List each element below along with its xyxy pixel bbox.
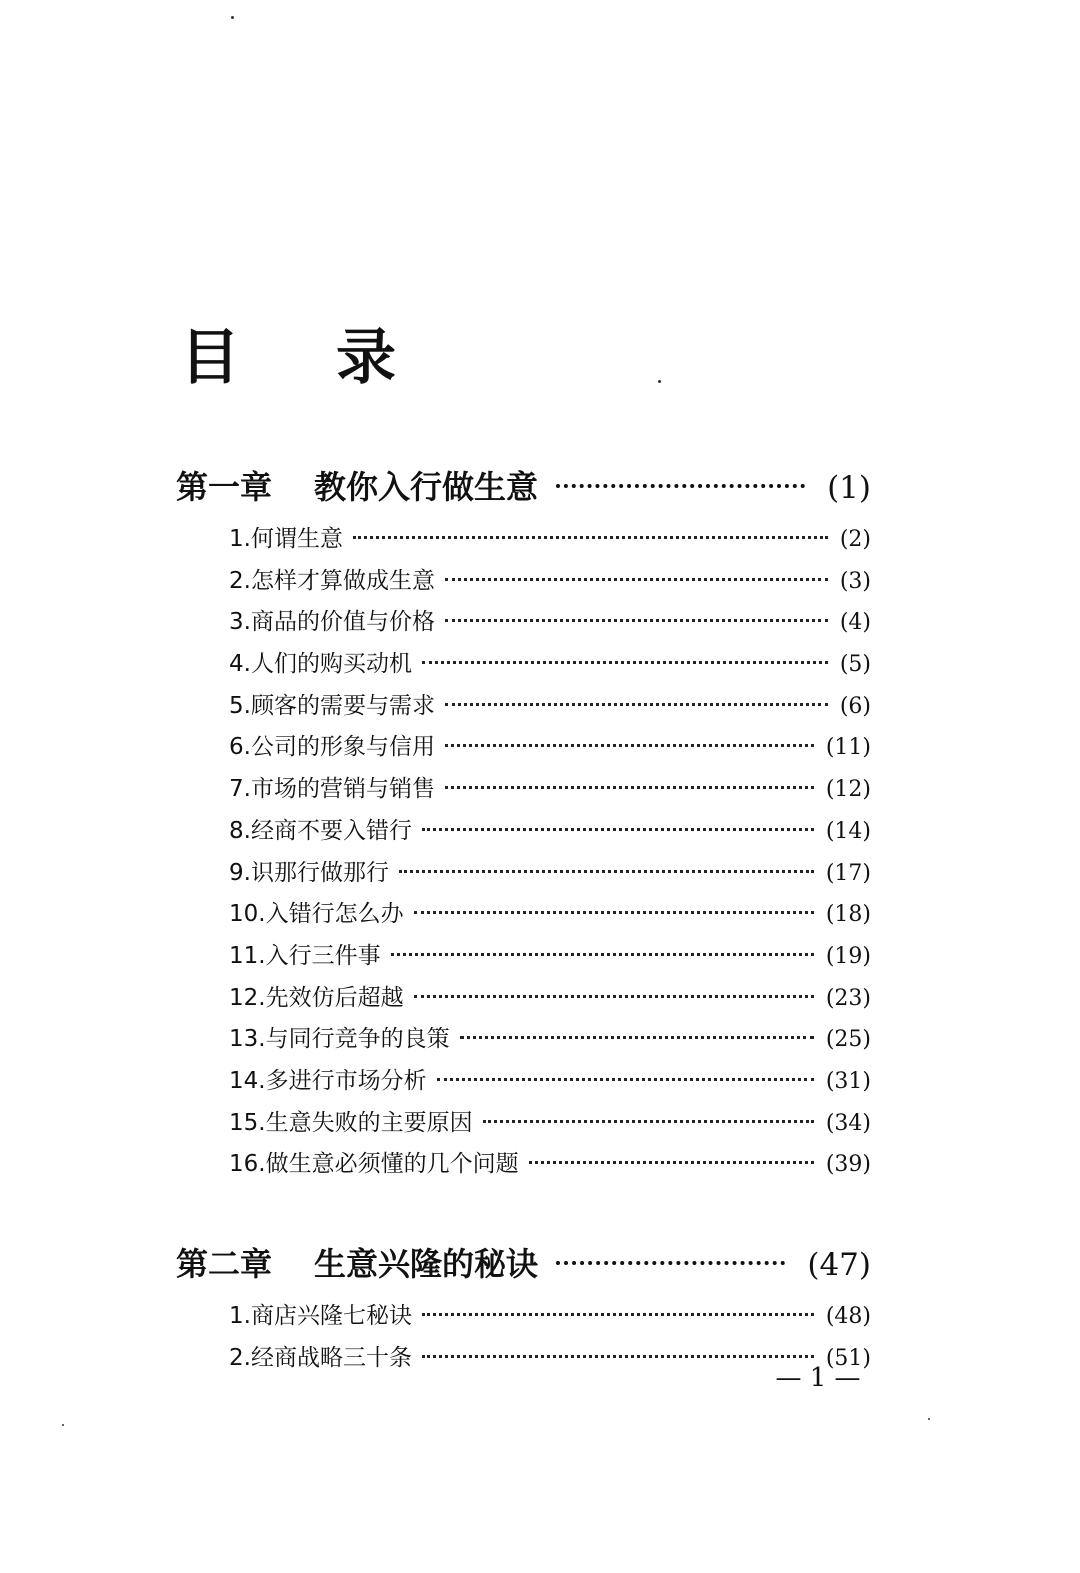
dot-leader <box>445 786 814 789</box>
toc-entry-title: 1.商店兴隆七秘诀 <box>229 1303 412 1329</box>
toc-entry-title: 14.多进行市场分析 <box>229 1067 427 1094</box>
toc-entry-title: 3.商品的价值与价格 <box>229 609 435 636</box>
toc-entry[interactable] <box>176 644 871 686</box>
dot-leader <box>445 578 828 581</box>
toc-entry[interactable] <box>176 1144 871 1186</box>
toc-entry[interactable] <box>176 853 871 895</box>
toc-entry-page: (4) <box>839 610 871 636</box>
toc-entry-page: (3) <box>839 568 871 594</box>
toc-entry[interactable] <box>176 561 871 603</box>
toc-entry[interactable] <box>176 519 871 561</box>
toc-entry-page: (25) <box>825 1027 871 1053</box>
toc-title <box>180 318 396 398</box>
chapter-heading[interactable] <box>176 1232 871 1296</box>
toc-entry[interactable] <box>176 727 871 769</box>
toc-entry-title: 2.怎样才算做成生意 <box>229 567 435 594</box>
toc-entry-title: 13.与同行竞争的良策 <box>229 1026 450 1053</box>
toc-entry[interactable] <box>176 686 871 728</box>
toc-entry-title: 15.生意失败的主要原因 <box>229 1109 473 1136</box>
chapter-title: 教你入行做生意 <box>314 468 539 506</box>
dot-leader <box>437 1078 814 1081</box>
chapter-2 <box>176 1232 871 1379</box>
toc-entry-title: 5.顾客的需要与需求 <box>229 692 435 719</box>
toc-entry-page: (39) <box>825 1152 871 1178</box>
toc-entry[interactable] <box>176 1103 871 1145</box>
toc-entry-title: 9.识那行做那行 <box>229 859 389 886</box>
toc-entry-title: 10.入错行怎么办 <box>229 901 404 928</box>
dot-leader <box>422 828 814 831</box>
scan-speck <box>928 1418 930 1420</box>
toc-entry-title: 1.何谓生意 <box>229 526 343 552</box>
toc-entry-page: (18) <box>825 902 871 928</box>
dot-leader <box>556 484 805 488</box>
toc-entry-title: 16.做生意必须懂的几个问题 <box>229 1151 519 1178</box>
dot-leader <box>483 1120 814 1123</box>
dot-leader <box>414 995 814 998</box>
toc-entry[interactable] <box>176 811 871 853</box>
toc-entry-page: (5) <box>839 652 871 678</box>
toc-entry-title: 12.先效仿后超越 <box>229 984 404 1011</box>
toc-entry[interactable] <box>176 894 871 936</box>
toc-title-char-1: 目 <box>180 323 240 393</box>
toc-entry-page: (14) <box>825 818 871 844</box>
toc-entry[interactable] <box>176 1338 871 1380</box>
chapter-page: (47) <box>807 1247 871 1283</box>
dot-leader <box>445 703 828 706</box>
toc-entry-page: (48) <box>825 1304 871 1329</box>
chapter-1 <box>176 455 871 1186</box>
toc-entry-title: 8.经商不要入错行 <box>229 817 412 844</box>
scan-speck <box>62 1424 64 1426</box>
toc-entry[interactable] <box>176 1296 871 1338</box>
toc-entry-page: (6) <box>839 693 871 719</box>
dot-leader <box>414 911 814 914</box>
toc-entry-title: 7.市场的营销与销售 <box>229 776 435 803</box>
chapter-label: 第二章 <box>176 1245 273 1283</box>
dot-leader <box>460 1036 814 1039</box>
scan-speck <box>658 380 661 383</box>
toc-entry-page: (2) <box>839 527 871 552</box>
toc-entry-page: (34) <box>825 1110 871 1136</box>
toc-entry-page: (19) <box>825 943 871 969</box>
dot-leader <box>353 536 828 539</box>
table-of-contents <box>176 455 871 1425</box>
chapter-label: 第一章 <box>176 468 273 506</box>
chapter-title: 生意兴隆的秘诀 <box>314 1245 539 1283</box>
toc-entry-title: 6.公司的形象与信用 <box>229 734 435 761</box>
toc-entry[interactable] <box>176 1019 871 1061</box>
dot-leader <box>399 870 814 873</box>
toc-entry-page: (51) <box>825 1345 871 1371</box>
toc-entry-page: (23) <box>825 985 871 1011</box>
toc-entry[interactable] <box>176 769 871 811</box>
dot-leader <box>422 661 828 664</box>
toc-entry[interactable] <box>176 936 871 978</box>
dot-leader <box>445 619 828 622</box>
toc-entry-title: 2.经商战略三十条 <box>229 1344 412 1371</box>
toc-entry-page: (12) <box>825 777 871 803</box>
scan-speck <box>231 16 234 19</box>
page-number: — 1 — <box>775 1363 861 1393</box>
toc-entry[interactable] <box>176 1061 871 1103</box>
chapter-page: (1) <box>827 470 871 506</box>
chapter-heading[interactable] <box>176 455 871 519</box>
dot-leader <box>391 953 814 956</box>
dot-leader <box>422 1355 814 1358</box>
dot-leader <box>422 1313 814 1316</box>
dot-leader <box>556 1261 785 1265</box>
toc-entry[interactable] <box>176 602 871 644</box>
toc-entry-page: (31) <box>825 1068 871 1094</box>
toc-entry-title: 11.入行三件事 <box>229 942 381 969</box>
toc-entry-page: (11) <box>825 735 871 761</box>
dot-leader <box>445 744 814 747</box>
dot-leader <box>529 1161 814 1164</box>
toc-title-char-2: 录 <box>336 323 396 393</box>
toc-entry[interactable] <box>176 978 871 1020</box>
toc-entry-title: 4.人们的购买动机 <box>229 651 412 678</box>
toc-entry-page: (17) <box>825 860 871 886</box>
